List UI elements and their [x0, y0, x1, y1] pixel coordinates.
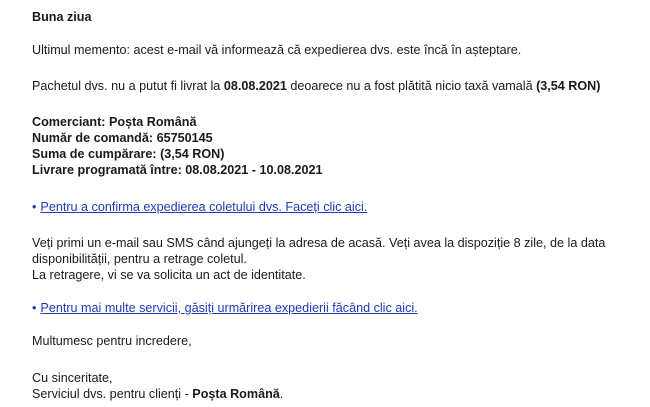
confirm-shipment-link[interactable]: Pentru a confirma expedierea coletului dvs. Faceți clic aici.: [40, 200, 368, 214]
reminder-text: Ultimul memento: acest e-mail vă informează că expedierea dvs. este încă în așteptare.: [32, 43, 522, 57]
delivery-message: [32, 78, 632, 94]
greeting: Buna ziua: [32, 10, 92, 24]
signature-prefix: Serviciul dvs. pentru clienți -: [32, 387, 193, 401]
scheduled-delivery: Livrare programată între: 08.08.2021 - 10.08.2021: [32, 163, 323, 177]
services-bullet: [32, 300, 632, 316]
bullet-icon: •: [32, 200, 37, 214]
closing-text: Cu sinceritate,: [32, 371, 113, 385]
order-details: [32, 114, 632, 178]
info-text-1: Veți primi un e-mail sau SMS când ajungeți la adresa de acasă. Veți avea la dispoziție 8 zile, de la data disponibilității, pentru a retrage coletul.: [32, 236, 606, 266]
signature-suffix: .: [279, 387, 284, 401]
tracking-services-link[interactable]: Pentru mai multe servicii, găsiți urmărirea expedierii făcând clic aici.: [40, 301, 418, 315]
merchant: Comerciant: Poșta Română: [32, 115, 197, 129]
delivery-message-part1: Pachetul dvs. nu a putut fi livrat la: [32, 79, 224, 93]
delivery-message-part2: deoarece nu a fost plătită nicio taxă vamală: [286, 79, 537, 93]
bullet-icon: •: [32, 301, 37, 315]
email-body: [32, 9, 632, 402]
signature-company: Poșta Română: [192, 387, 280, 401]
purchase-amount: Suma de cumpărare: (3,54 RON): [32, 147, 225, 161]
delivery-date: 08.08.2021: [223, 79, 287, 93]
info-text-2: La retragere, vi se va solicita un act de identitate.: [32, 268, 306, 282]
thanks-text: Multumesc pentru incredere,: [32, 334, 192, 348]
order-number: Număr de comandă: 65750145: [32, 131, 213, 145]
confirm-bullet: [32, 199, 632, 215]
signature: [32, 386, 632, 402]
customs-fee: (3,54 RON): [536, 79, 601, 93]
